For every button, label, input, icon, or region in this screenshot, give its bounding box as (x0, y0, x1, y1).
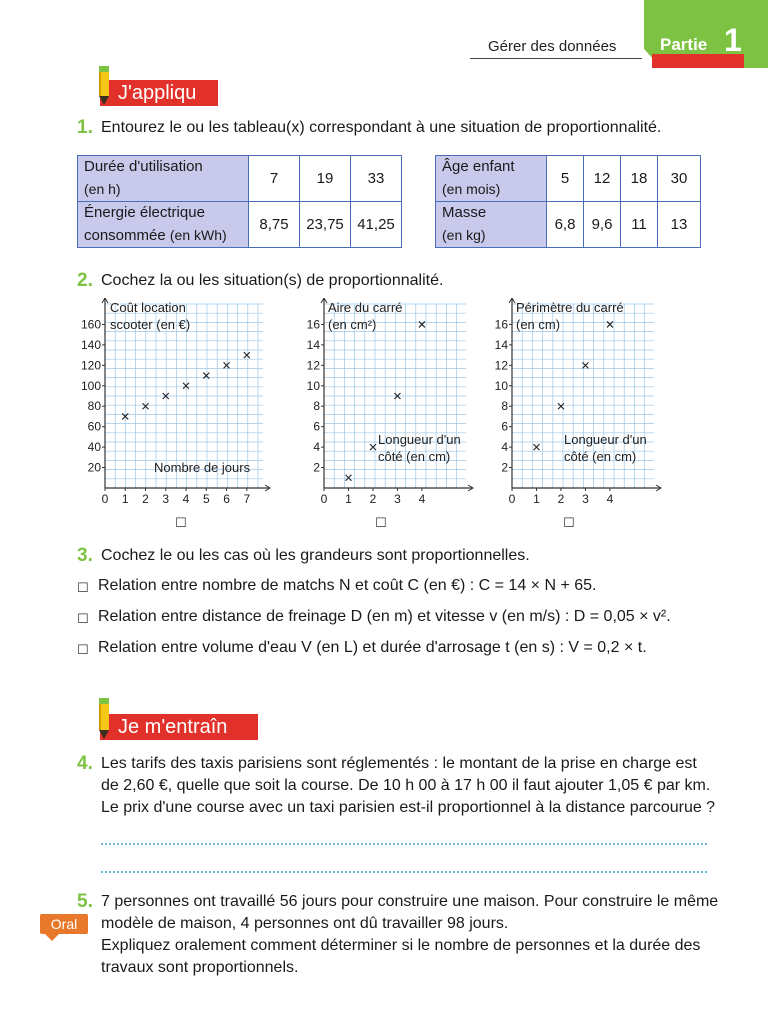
pencil-body (99, 704, 109, 730)
partie-label: Partie (660, 35, 708, 54)
x-tick-label: 0 (508, 492, 516, 506)
question-line: modèle de maison, 4 personnes ont dû travailler 98 jours. (101, 915, 509, 932)
table-b-cell: 12 (584, 156, 621, 202)
y-axis-label: scooter (en €) (110, 317, 191, 332)
x-tick-label: 4 (418, 492, 426, 506)
table-b-cell: 5 (547, 156, 584, 202)
x-tick-label: 3 (162, 492, 170, 506)
x-tick-label: 2 (557, 492, 565, 506)
y-tick-label: 60 (87, 419, 101, 434)
checkbox-chart-2[interactable]: ☐ (375, 515, 387, 530)
checkbox-chart-1[interactable]: ☐ (175, 515, 187, 530)
question-text: Cochez la ou les situation(s) de proportionnalité. (101, 272, 444, 289)
table-a[interactable] (77, 155, 402, 248)
answer-line[interactable] (101, 871, 707, 873)
data-point (183, 383, 189, 389)
chart-aire (288, 298, 478, 510)
y-tick-label: 120 (80, 358, 101, 373)
header-rule (470, 58, 642, 59)
x-tick-label: 3 (394, 492, 401, 506)
question-number: 2. (77, 270, 93, 291)
x-tick-label: 4 (606, 492, 614, 506)
y-tick-label: 2 (501, 460, 508, 475)
y-tick-label: 80 (87, 399, 101, 414)
y-tick-label: 40 (87, 440, 101, 455)
table-b-header-1: Âge enfant (en mois) (436, 156, 547, 202)
x-axis-label: Nombre de jours (154, 460, 251, 475)
oral-badge: Oral (40, 914, 88, 934)
y-tick-label: 2 (313, 460, 320, 475)
checkbox-option-1[interactable]: ☐ (77, 580, 89, 595)
x-tick-label: 1 (345, 492, 352, 506)
table-b-cell: 18 (621, 156, 658, 202)
pencil-body (99, 72, 109, 96)
table-b-cell: 13 (658, 202, 701, 248)
option-text: Relation entre volume d'eau V (en L) et durée d'arrosage t (en s) : V = 0,2 × t. (98, 639, 647, 656)
question-text: Entourez le ou les tableau(x) correspondant à une situation de proportionnalité. (101, 119, 662, 136)
table-a-cell: 19 (300, 156, 351, 202)
table-a-cell: 23,75 (300, 202, 351, 248)
checkbox-option-3[interactable]: ☐ (77, 642, 89, 657)
x-tick-label: 1 (121, 492, 129, 506)
x-tick-label: 0 (101, 492, 109, 506)
data-point (224, 362, 230, 368)
y-axis-label: Aire du carré (328, 300, 403, 315)
question-line: 7 personnes ont travaillé 56 jours pour construire une maison. Pour construire le même (101, 893, 719, 910)
y-tick-label: 4 (313, 440, 320, 455)
question-line: Les tarifs des taxis parisiens sont réglementés : le montant de la prise en charge est (101, 755, 697, 772)
x-axis-label: Longueur d'un (378, 432, 461, 447)
checkbox-chart-3[interactable]: ☐ (563, 515, 575, 530)
pencil-tip (99, 96, 109, 105)
y-tick-label: 12 (306, 358, 320, 373)
y-tick-label: 10 (494, 378, 508, 393)
x-tick-label: 2 (369, 492, 377, 506)
table-a-header-2: Énergie électrique consommée (en kWh) (78, 202, 249, 248)
y-tick-label: 140 (80, 337, 101, 352)
table-a-cell: 8,75 (249, 202, 300, 248)
table-b-cell: 9,6 (584, 202, 621, 248)
section-banner-jementraine: Je m'entraîn (100, 714, 258, 740)
table-b-cell: 11 (621, 202, 658, 248)
answer-line[interactable] (101, 843, 707, 845)
x-axis-label: Longueur d'un (564, 432, 647, 447)
table-a-header-1: Durée d'utilisation (en h) (78, 156, 249, 202)
y-tick-label: 20 (87, 460, 101, 475)
y-tick-label: 8 (313, 399, 320, 414)
x-axis-label: côté (en cm) (378, 449, 451, 464)
x-tick-label: 5 (202, 492, 210, 506)
y-tick-label: 16 (494, 317, 508, 332)
x-tick-label: 2 (142, 492, 149, 506)
y-tick-label: 8 (501, 399, 508, 414)
y-tick-label: 6 (313, 419, 320, 434)
table-a-cell: 33 (351, 156, 402, 202)
x-tick-label: 0 (320, 492, 328, 506)
y-tick-label: 12 (494, 358, 508, 373)
partie-number: 1 (724, 22, 742, 58)
table-b-header-2: Masse (en kg) (436, 202, 547, 248)
question-number: 1. (77, 117, 93, 138)
x-tick-label: 3 (582, 492, 589, 506)
oral-badge-tail (44, 933, 60, 941)
y-axis-label: Coût location (110, 300, 186, 315)
chart-scooter (72, 298, 272, 510)
y-tick-label: 4 (501, 440, 508, 455)
data-point (345, 475, 351, 481)
section-banner-japplique: J'appliqu (100, 80, 218, 106)
x-tick-label: 6 (223, 492, 230, 506)
x-tick-label: 1 (533, 492, 540, 506)
y-tick-label: 10 (306, 378, 320, 393)
chapter-title: Gérer des données (488, 38, 617, 55)
question-number: 5. (77, 891, 93, 912)
table-b-cell: 6,8 (547, 202, 584, 248)
chart-perimetre (476, 298, 666, 510)
question-line: Expliquez oralement comment déterminer si le nombre de personnes et la durée des (101, 937, 701, 954)
table-a-cell: 41,25 (351, 202, 402, 248)
table-a-cell: 7 (249, 156, 300, 202)
data-point (533, 444, 539, 450)
y-tick-label: 160 (80, 317, 101, 332)
y-axis-label: Périmètre du carré (516, 300, 624, 315)
y-tick-label: 16 (306, 317, 320, 332)
y-axis-label: (en cm) (516, 317, 561, 332)
checkbox-option-2[interactable]: ☐ (77, 611, 89, 626)
y-tick-label: 100 (80, 378, 101, 393)
table-b-cell: 30 (658, 156, 701, 202)
question-line: Le prix d'une course avec un taxi parisien est-il proportionnel à la distance parcourue ? (101, 799, 716, 816)
x-tick-label: 4 (182, 492, 190, 506)
option-text: Relation entre distance de freinage D (en m) et vitesse v (en m/s) : D = 0,05 × v². (98, 608, 671, 625)
y-tick-label: 6 (501, 419, 508, 434)
data-point (244, 352, 250, 358)
y-axis-label: (en cm²) (328, 317, 377, 332)
y-tick-label: 14 (494, 337, 508, 352)
x-tick-label: 7 (243, 492, 251, 506)
y-tick-label: 14 (306, 337, 320, 352)
table-b[interactable] (435, 155, 701, 248)
pencil-tip (99, 730, 109, 739)
x-axis-label: côté (en cm) (564, 449, 637, 464)
question-line: travaux sont proportionnels. (101, 959, 299, 976)
question-number: 4. (77, 753, 93, 774)
option-text: Relation entre nombre de matchs N et coût C (en €) : C = 14 × N + 65. (98, 577, 597, 594)
question-line: de 2,60 €, quelle que soit la course. De 10 h 00 à 17 h 00 il faut ajouter 1,05 € par km. (101, 777, 711, 794)
question-text: Cochez le ou les cas où les grandeurs sont proportionnelles. (101, 547, 530, 564)
question-number: 3. (77, 545, 93, 566)
